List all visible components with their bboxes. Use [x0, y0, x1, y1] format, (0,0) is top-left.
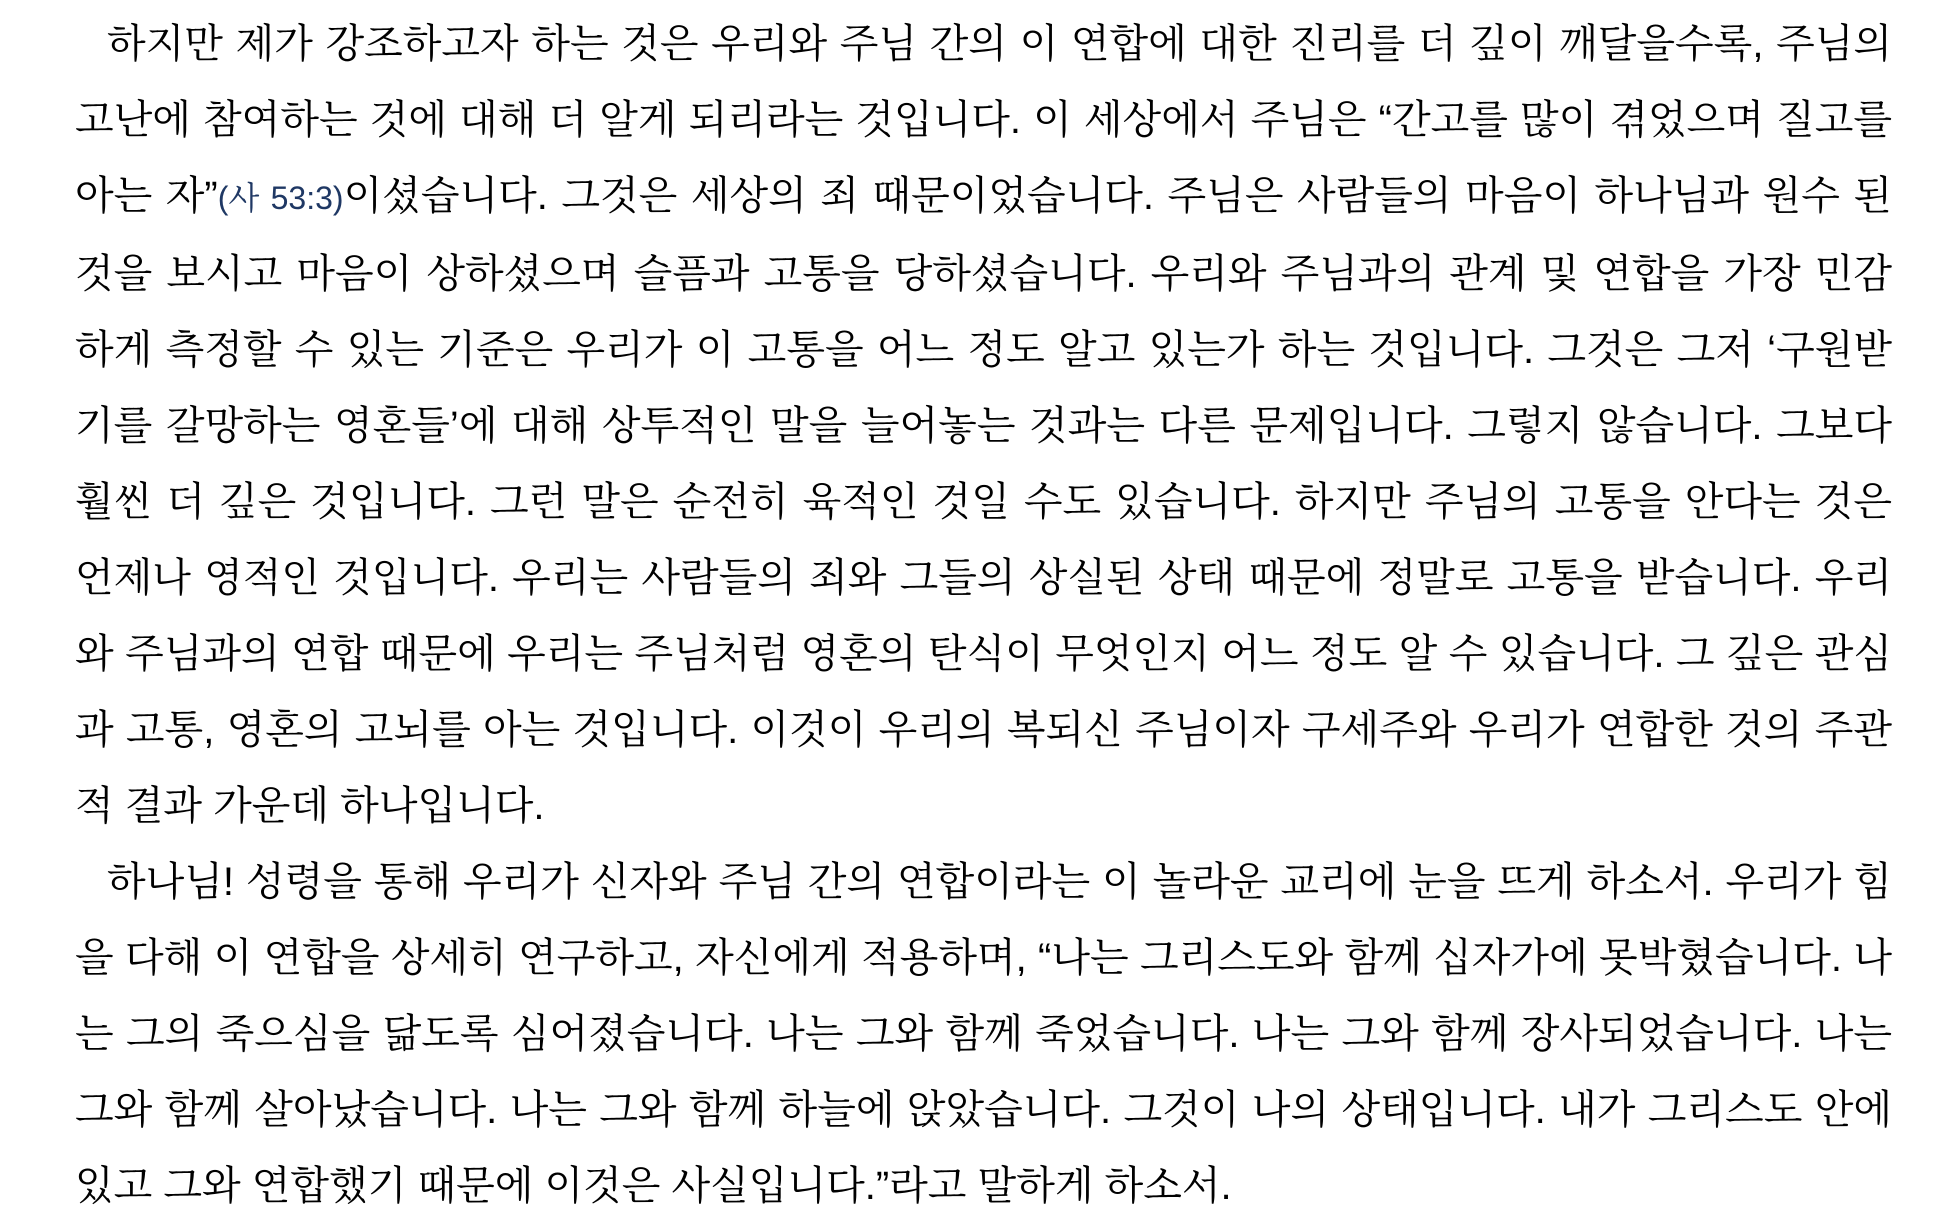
paragraph-1-text-after-ref: 이셨습니다. 그것은 세상의 죄 때문이었습니다. 주님은 사람들의 마음이 하나님과 원수 된 것을 보시고 마음이 상하셨으며 슬픔과 고통을 당하셨습니다. 우리와 주님과의 관계 및 연합을 가장 민감하게 측정할 수 있는 기준은 우리가 이 고통을 어느 정도 알고 있는가 하는 것입니다. 그것은 그저 ‘구원받기를 갈망하는 영혼들’에 대해 상투적인 말을 늘어놓는 것과는 다른 문제입니다. 그렇지 않습니다. 그보다 훨씬 더 깊은 것입니다. 그런 말은 순전히 육적인 것일 수도 있습니다. 하지만 주님의 고통을 안다는 것은 언제나 영적인 것입니다. 우리는 사람들의 죄와 그들의 상실된 상태 때문에 정말로 고통을 받습니다. 우리와 주님과의 연합 때문에 우리는 주님처럼 영혼의 탄식이 무엇인지 어느 정도 알 수 있습니다. 그 깊은 관심과 고통, 영혼의 고뇌를 아는 것입니다. 이것이 우리의 복되신 주님이자 구세주와 우리가 연합한 것의 주관적 결과 가운데 하나입니다.: [75, 174, 1892, 828]
paragraph-2: 하나님! 성령을 통해 우리가 신자와 주님 간의 연합이라는 이 놀라운 교리에 눈을 뜨게 하소서. 우리가 힘을 다해 이 연합을 상세히 연구하고, 자신에게 적용하며, “나는 그리스도와 함께 십자가에 못박혔습니다. 나는 그의 죽으심을 닮도록 심어졌습니다. 나는 그와 함께 죽었습니다. 나는 그와 함께 장사되었습니다. 나는 그와 함께 살아났습니다. 나는 그와 함께 하늘에 앉았습니다. 그것이 나의 상태입니다. 내가 그리스도 안에 있고 그와 연합했기 때문에 이것은 사실입니다.”라고 말하게 하소서.: [75, 860, 1892, 1208]
scripture-reference-link[interactable]: (사 53:3): [217, 180, 344, 216]
paragraph-1: [75, 6, 1892, 844]
paragraph-1-text-before-ref: 하지만 제가 강조하고자 하는 것은 우리와 주님 간의 이 연합에 대한 진리를 더 깊이 깨달을수록, 주님의 고난에 참여하는 것에 대해 더 알게 되리라는 것입니다. 이 세상에서 주님은 “간고를 많이 겪었으며 질고를 아는 자”: [75, 22, 1892, 218]
